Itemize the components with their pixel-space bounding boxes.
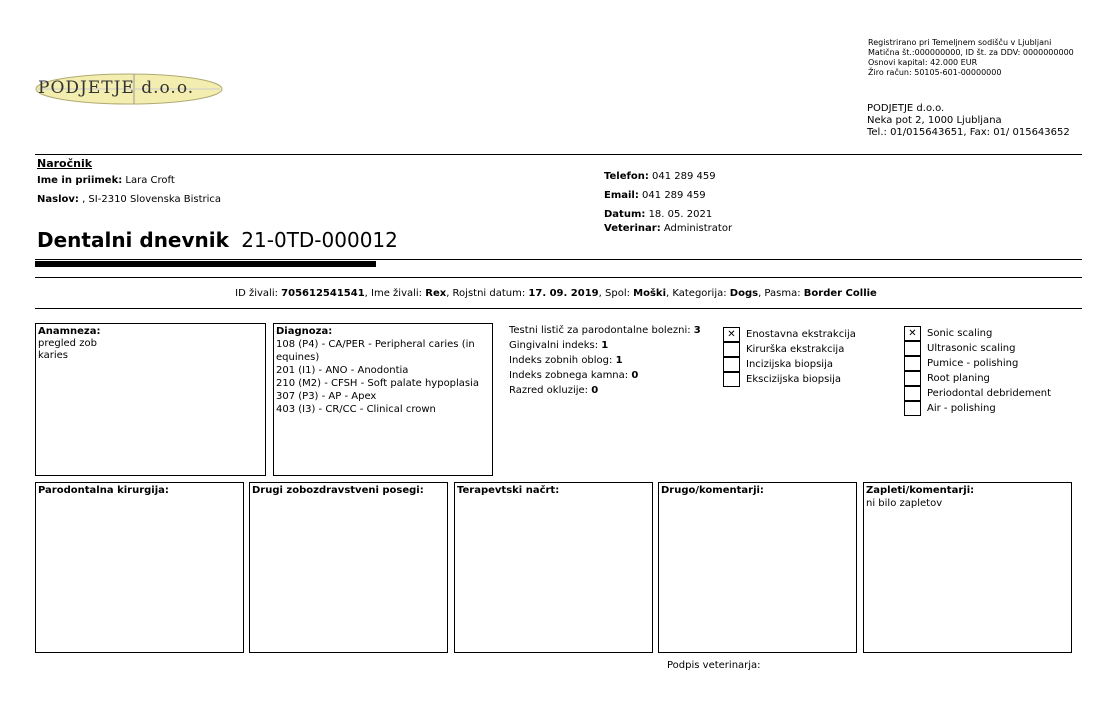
procedure-row bbox=[723, 327, 856, 342]
vet-label: Veterinar: bbox=[604, 223, 661, 234]
procedure-label: Ultrasonic scaling bbox=[927, 343, 1016, 354]
anamneza-line: karies bbox=[38, 350, 68, 361]
signature-label: Podpis veterinarja: bbox=[667, 660, 761, 671]
index-label: Testni listič za parodontalne bolezni: bbox=[509, 325, 691, 336]
animal-dob-value: 17. 09. 2019 bbox=[528, 288, 599, 299]
procedure-label: Root planing bbox=[927, 373, 990, 384]
procedure-row bbox=[904, 371, 990, 386]
registration-line: Registrirano pri Temeljnem sodišču v Ljubljani bbox=[868, 38, 1052, 47]
client-address-value: , SI-2310 Slovenska Bistrica bbox=[82, 194, 222, 205]
index-row bbox=[509, 325, 701, 336]
index-value: 0 bbox=[631, 370, 639, 381]
animal-name-label: Ime živali: bbox=[371, 288, 423, 299]
diagnoza-line: 201 (I1) - ANO - Anodontia bbox=[276, 365, 409, 376]
procedure-row bbox=[904, 401, 996, 416]
index-value: 1 bbox=[601, 340, 609, 351]
animal-id-value: 705612541541 bbox=[281, 288, 365, 299]
box-content: ni bilo zapletov bbox=[866, 498, 943, 509]
animal-info-row: ID živali: 705612541541, Ime živali: Rex, Rojstni datum: 17. 09. 2019, Spol: Moški, Kategorija: Dogs, Pasma: Border Collie bbox=[235, 288, 877, 299]
diagnoza-line: 210 (M2) - CFSH - Soft palate hypoplasia bbox=[276, 378, 480, 389]
box-title: Drugo/komentarji: bbox=[661, 485, 764, 496]
index-label: Indeks zobnega kamna: bbox=[509, 370, 629, 381]
checkbox[interactable] bbox=[723, 342, 740, 357]
index-row bbox=[509, 370, 638, 381]
anamneza-title: Anamneza: bbox=[38, 326, 101, 337]
diagnoza-line: 307 (P3) - AP - Apex bbox=[276, 391, 377, 402]
client-name-value: Lara Croft bbox=[125, 175, 175, 186]
company-phone: Tel.: 01/015643651, Fax: 01/ 015643652 bbox=[867, 127, 1070, 138]
procedure-label: Air - polishing bbox=[927, 403, 996, 414]
procedures-right bbox=[904, 326, 1084, 418]
procedure-row bbox=[723, 372, 841, 387]
therapy-plan-box bbox=[454, 482, 653, 653]
procedure-label: Pumice - polishing bbox=[927, 358, 1019, 369]
diagnoza-line: equines) bbox=[276, 352, 320, 363]
periodontal-surgery-box bbox=[35, 482, 244, 653]
divider bbox=[35, 308, 1082, 309]
divider bbox=[35, 277, 1082, 278]
index-row bbox=[509, 385, 598, 396]
index-value: 1 bbox=[615, 355, 623, 366]
index-value: 0 bbox=[591, 385, 599, 396]
animal-breed-value: Border Collie bbox=[803, 288, 877, 299]
contact-vet-row bbox=[604, 223, 732, 234]
procedure-label: Ekscizijska biopsija bbox=[746, 374, 842, 385]
other-dental-procedures-box bbox=[249, 482, 448, 653]
other-comments-box bbox=[658, 482, 857, 653]
registration-line: Žiro račun: 50105-601-00000000 bbox=[868, 68, 1002, 77]
procedures-left bbox=[723, 327, 893, 389]
diagnoza-line: 108 (P4) - CA/PER - Peripheral caries (in bbox=[276, 339, 475, 350]
document-title-row bbox=[37, 228, 398, 252]
checkbox[interactable]: ✕ bbox=[904, 326, 921, 341]
contact-date-row bbox=[604, 209, 712, 220]
index-label: Razred okluzije: bbox=[509, 385, 589, 396]
procedure-row bbox=[904, 386, 1051, 401]
date-label: Datum: bbox=[604, 209, 646, 220]
company-registration bbox=[868, 38, 1074, 78]
divider bbox=[35, 154, 1082, 155]
checkbox[interactable] bbox=[904, 401, 921, 416]
client-address-label: Naslov: bbox=[37, 194, 79, 205]
procedure-label: Sonic scaling bbox=[927, 328, 993, 339]
email-label: Email: bbox=[604, 190, 639, 201]
box-title: Terapevtski načrt: bbox=[457, 485, 560, 496]
index-label: Indeks zobnih oblog: bbox=[509, 355, 613, 366]
index-row bbox=[509, 355, 623, 366]
procedure-label: Periodontal debridement bbox=[927, 388, 1052, 399]
procedure-row bbox=[904, 326, 992, 341]
box-title: Drugi zobozdravstveni posegi: bbox=[252, 485, 424, 496]
checkbox[interactable] bbox=[904, 356, 921, 371]
anamneza-line: pregled zob bbox=[38, 338, 97, 349]
index-row bbox=[509, 340, 608, 351]
diagnoza-line: 403 (I3) - CR/CC - Clinical crown bbox=[276, 404, 436, 415]
logo-text: PODJETJE d.o.o. bbox=[38, 78, 195, 98]
box-title: Parodontalna kirurgija: bbox=[38, 485, 169, 496]
animal-id-label: ID živali: bbox=[235, 288, 278, 299]
client-address-row bbox=[37, 194, 221, 205]
document-title: Dentalni dnevnik bbox=[37, 228, 229, 252]
title-underline-bar bbox=[35, 261, 376, 267]
checkbox[interactable] bbox=[723, 372, 740, 387]
procedure-row bbox=[723, 357, 833, 372]
contact-phone-row bbox=[604, 171, 716, 182]
contact-email-row bbox=[604, 190, 706, 201]
procedure-row bbox=[904, 356, 1018, 371]
procedure-row bbox=[904, 341, 1015, 356]
procedure-label: Incizijska biopsija bbox=[746, 359, 833, 370]
document-number: 21-0TD-000012 bbox=[241, 228, 398, 252]
registration-line: Matična št.:000000000, ID št. za DDV: 0000000000 bbox=[868, 48, 1074, 57]
animal-category-label: Kategorija: bbox=[672, 288, 727, 299]
animal-dob-label: Rojstni datum: bbox=[452, 288, 526, 299]
complications-box bbox=[863, 482, 1072, 653]
email-value: 041 289 459 bbox=[642, 190, 706, 201]
company-street: Neka pot 2, 1000 Ljubljana bbox=[867, 115, 1002, 126]
animal-category-value: Dogs bbox=[729, 288, 759, 299]
checkbox[interactable]: ✕ bbox=[723, 327, 740, 342]
animal-breed-label: Pasma: bbox=[764, 288, 801, 299]
box-title: Zapleti/komentarji: bbox=[866, 485, 975, 496]
checkbox[interactable] bbox=[904, 341, 921, 356]
divider bbox=[35, 259, 1082, 260]
client-name-label: Ime in priimek: bbox=[37, 175, 123, 186]
company-logo bbox=[34, 72, 224, 106]
animal-sex-value: Moški bbox=[633, 288, 667, 299]
phone-value: 041 289 459 bbox=[652, 171, 716, 182]
phone-label: Telefon: bbox=[604, 171, 649, 182]
vet-value: Administrator bbox=[663, 223, 733, 234]
company-name: PODJETJE d.o.o. bbox=[867, 103, 945, 114]
index-value: 3 bbox=[693, 325, 701, 336]
animal-name-value: Rex bbox=[425, 288, 447, 299]
client-heading: Naročnik bbox=[37, 157, 93, 170]
company-address bbox=[867, 103, 1070, 139]
animal-sex-label: Spol: bbox=[605, 288, 630, 299]
diagnoza-title: Diagnoza: bbox=[276, 326, 333, 337]
date-value: 18. 05. 2021 bbox=[648, 209, 713, 220]
diagnoza-box bbox=[273, 323, 493, 476]
procedure-label: Enostavna ekstrakcija bbox=[746, 329, 856, 340]
checkbox[interactable] bbox=[904, 386, 921, 401]
procedure-row bbox=[723, 342, 844, 357]
client-name-row bbox=[37, 175, 175, 186]
checkbox[interactable] bbox=[904, 371, 921, 386]
index-label: Gingivalni indeks: bbox=[509, 340, 599, 351]
checkbox[interactable] bbox=[723, 357, 740, 372]
anamneza-box bbox=[35, 323, 266, 476]
procedure-label: Kirurška ekstrakcija bbox=[746, 344, 845, 355]
registration-line: Osnovi kapital: 42.000 EUR bbox=[868, 58, 978, 67]
